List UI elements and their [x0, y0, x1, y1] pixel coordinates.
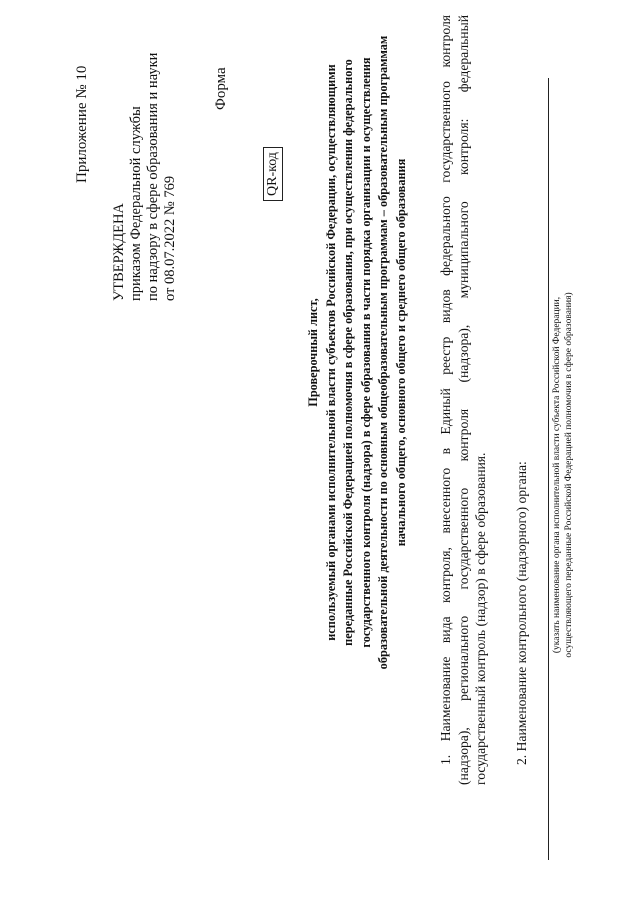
approval-line: от 08.07.2022 № 769	[162, 175, 178, 301]
title-line: начального общего, основного общего и среднего общего образования	[393, 158, 408, 547]
checklist-title	[305, 15, 410, 690]
approval-line: по надзору в сфере образования и науки	[145, 52, 161, 301]
title-line: используемый органами исполнительной власти субъектов Российской Федерации, осуществляющими	[323, 64, 338, 641]
title-line: Проверочный лист,	[306, 298, 320, 407]
approval-line: УТВЕРЖДЕНА	[111, 203, 127, 301]
approval-line: приказом Федеральной службы	[128, 106, 144, 301]
approval-block	[111, 53, 179, 301]
title-line: образовательной деятельности по основным общеобразовательным программам – образовательным программам	[376, 35, 390, 670]
item-1-line: (надзора), регионального государственного контроля (надзора), муниципального контроля: федеральный	[455, 15, 471, 785]
title-line: переданные Российской Федерацией полномочия в сфере образования, при осуществлении федерального	[341, 59, 355, 646]
qr-code-placeholder: QR-код	[263, 147, 283, 201]
item-1-line: государственный контроль (надзор) в сфере образования.	[473, 452, 488, 785]
form-label: Форма	[213, 67, 229, 110]
appendix-number: Приложение № 10	[74, 65, 90, 183]
note-line: (указать наименование органа исполнительной власти субъекта Российской Федерации,	[552, 296, 562, 654]
item-2-note	[552, 285, 575, 665]
note-line: осуществляющего переданные Российской Федерацией полномочия в сфере образования)	[563, 292, 574, 658]
item-1-paragraph	[437, 15, 490, 785]
fill-in-line	[548, 78, 549, 860]
item-2-text: 2. Наименование контрольного (надзорного) органа:	[514, 461, 529, 765]
item-1-line: 1. Наименование вида контроля, внесенного в Единый реестр видов федерального государственного контроля	[438, 15, 453, 765]
title-line: государственного контроля (надзора) в сфере образования в части порядка организации и осуществления	[358, 57, 373, 648]
